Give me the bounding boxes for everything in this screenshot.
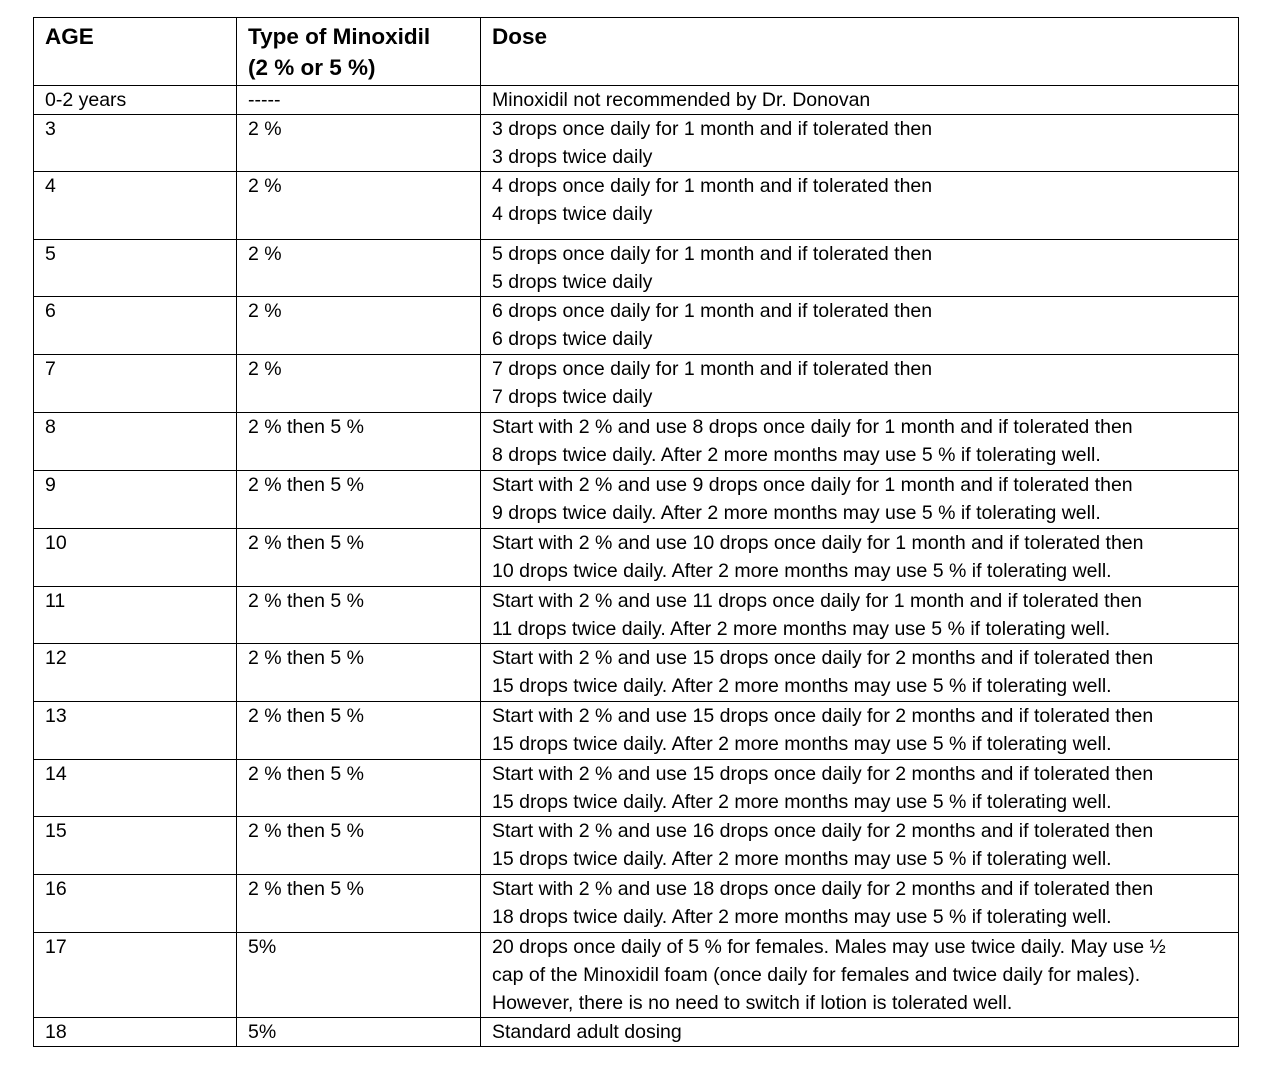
type-cell: 2 % (237, 240, 481, 297)
age-cell: 14 (34, 760, 237, 817)
table-body (34, 86, 1239, 1047)
age-cell: 11 (34, 587, 237, 644)
age-cell: 10 (34, 529, 237, 587)
dose-cell: 7 drops once daily for 1 month and if tolerated then 7 drops twice daily (481, 355, 1239, 413)
age-cell: 13 (34, 702, 237, 760)
minoxidil-dosing-table (33, 17, 1239, 1047)
type-cell: 2 % then 5 % (237, 471, 481, 529)
type-cell: 2 % then 5 % (237, 644, 481, 702)
age-cell: 18 (34, 1018, 237, 1047)
table-row (34, 471, 1239, 529)
age-cell: 5 (34, 240, 237, 297)
type-cell: 2 % then 5 % (237, 529, 481, 587)
dose-cell: Start with 2 % and use 8 drops once daily for 1 month and if tolerated then 8 drops twice daily. After 2 more months may use 5 % if tolerating well. (481, 413, 1239, 471)
header-dose: Dose (481, 18, 1239, 86)
age-cell: 16 (34, 875, 237, 933)
type-cell: 2 % then 5 % (237, 875, 481, 933)
dose-cell: Start with 2 % and use 15 drops once daily for 2 months and if tolerated then 15 drops twice daily. After 2 more months may use 5 % if tolerating well. (481, 760, 1239, 817)
dose-cell: Start with 2 % and use 9 drops once daily for 1 month and if tolerated then 9 drops twice daily. After 2 more months may use 5 % if tolerating well. (481, 471, 1239, 529)
table-row (34, 86, 1239, 115)
type-cell: 2 % (237, 355, 481, 413)
type-cell: 2 % (237, 172, 481, 240)
dose-cell: Minoxidil not recommended by Dr. Donovan (481, 86, 1239, 115)
type-cell: 5% (237, 1018, 481, 1047)
table-row (34, 172, 1239, 240)
table-row (34, 529, 1239, 587)
table-row (34, 1018, 1239, 1047)
dose-cell: 3 drops once daily for 1 month and if tolerated then 3 drops twice daily (481, 115, 1239, 172)
table-row (34, 760, 1239, 817)
table-row (34, 875, 1239, 933)
dose-cell: Start with 2 % and use 11 drops once daily for 1 month and if tolerated then 11 drops twice daily. After 2 more months may use 5 % if tolerating well. (481, 587, 1239, 644)
dose-cell: Start with 2 % and use 15 drops once daily for 2 months and if tolerated then 15 drops twice daily. After 2 more months may use 5 % if tolerating well. (481, 702, 1239, 760)
table-row (34, 933, 1239, 1018)
type-cell: 2 % (237, 297, 481, 355)
type-cell: 2 % (237, 115, 481, 172)
dose-cell: Start with 2 % and use 15 drops once daily for 2 months and if tolerated then 15 drops twice daily. After 2 more months may use 5 % if tolerating well. (481, 644, 1239, 702)
header-type: Type of Minoxidil (2 % or 5 %) (237, 18, 481, 86)
age-cell: 0-2 years (34, 86, 237, 115)
type-cell: ----- (237, 86, 481, 115)
age-cell: 9 (34, 471, 237, 529)
dose-cell: Start with 2 % and use 18 drops once daily for 2 months and if tolerated then 18 drops twice daily. After 2 more months may use 5 % if tolerating well. (481, 875, 1239, 933)
dose-cell: 4 drops once daily for 1 month and if tolerated then 4 drops twice daily (481, 172, 1239, 240)
dose-cell: 6 drops once daily for 1 month and if tolerated then 6 drops twice daily (481, 297, 1239, 355)
dose-cell: Start with 2 % and use 10 drops once daily for 1 month and if tolerated then 10 drops twice daily. After 2 more months may use 5 % if tolerating well. (481, 529, 1239, 587)
age-cell: 8 (34, 413, 237, 471)
table-row (34, 240, 1239, 297)
table-row (34, 297, 1239, 355)
table-row (34, 413, 1239, 471)
type-cell: 2 % then 5 % (237, 413, 481, 471)
type-cell: 2 % then 5 % (237, 760, 481, 817)
table-row (34, 355, 1239, 413)
table-row (34, 115, 1239, 172)
table-header (34, 18, 1239, 86)
age-cell: 4 (34, 172, 237, 240)
age-cell: 17 (34, 933, 237, 1018)
type-cell: 5% (237, 933, 481, 1018)
table-row (34, 587, 1239, 644)
age-cell: 3 (34, 115, 237, 172)
dose-cell: 5 drops once daily for 1 month and if tolerated then 5 drops twice daily (481, 240, 1239, 297)
type-cell: 2 % then 5 % (237, 702, 481, 760)
age-cell: 15 (34, 817, 237, 875)
table-row (34, 702, 1239, 760)
type-cell: 2 % then 5 % (237, 587, 481, 644)
age-cell: 6 (34, 297, 237, 355)
table-row (34, 644, 1239, 702)
age-cell: 12 (34, 644, 237, 702)
dose-cell: 20 drops once daily of 5 % for females. Males may use twice daily. May use ½ cap of the Minoxidil foam (once daily for females and twice daily for males). However, there is no need to switch if lotion is tolerated well. (481, 933, 1239, 1018)
header-row (34, 18, 1239, 86)
age-cell: 7 (34, 355, 237, 413)
type-cell: 2 % then 5 % (237, 817, 481, 875)
dose-cell: Start with 2 % and use 16 drops once daily for 2 months and if tolerated then 15 drops twice daily. After 2 more months may use 5 % if tolerating well. (481, 817, 1239, 875)
dose-cell: Standard adult dosing (481, 1018, 1239, 1047)
table-row (34, 817, 1239, 875)
header-age: AGE (34, 18, 237, 86)
